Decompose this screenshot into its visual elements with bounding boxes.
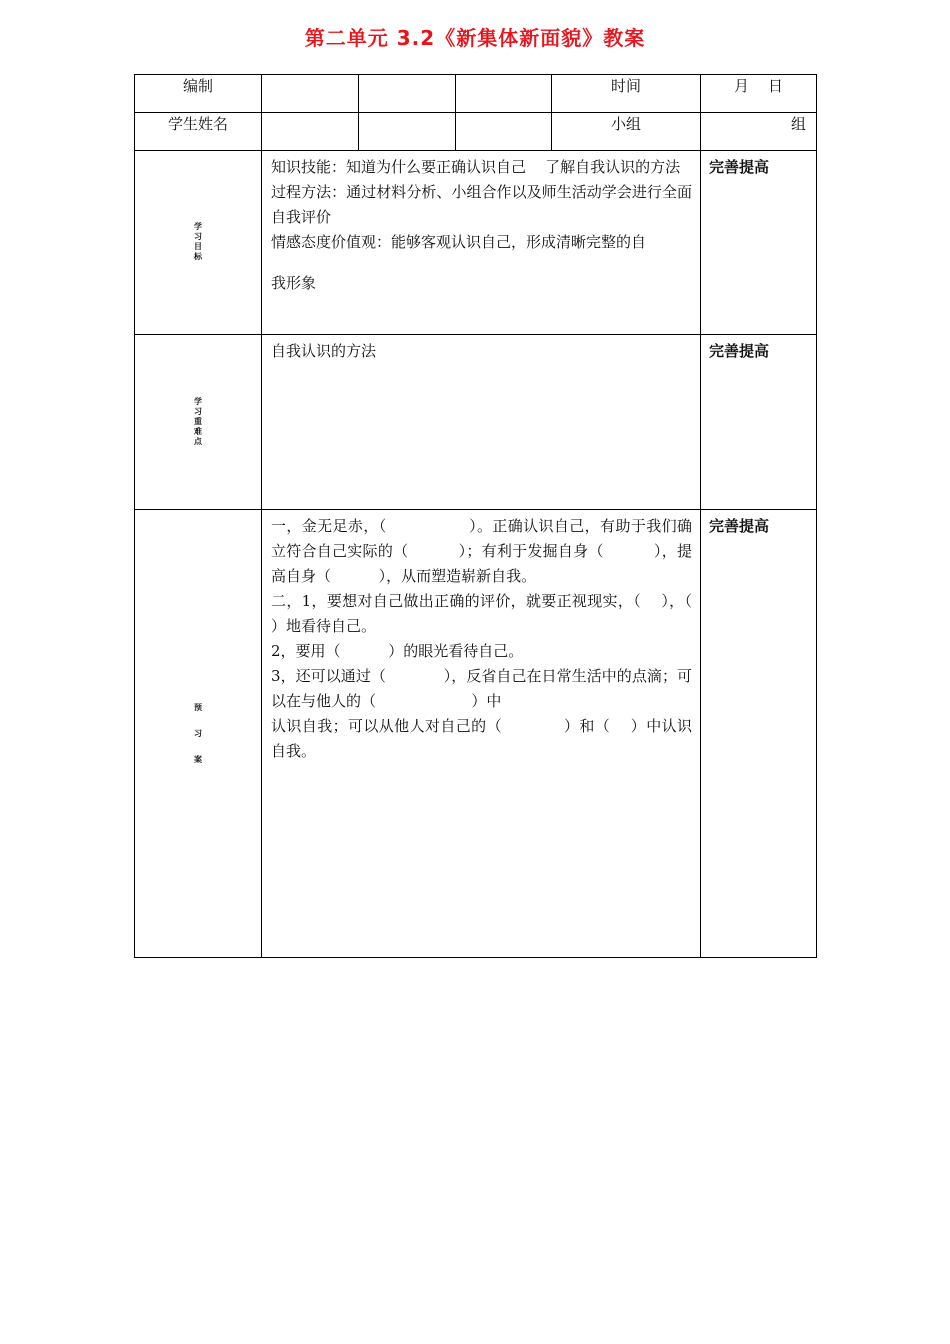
- preview-improve: 完善提高: [701, 510, 817, 958]
- key-points-side-cell: [135, 335, 262, 510]
- key-points-label: 学习重难点: [194, 396, 202, 446]
- group-value: 组: [701, 113, 817, 151]
- goals-row: [135, 151, 817, 335]
- key-points-improve: 完善提高: [701, 335, 817, 510]
- time-label: 时间: [552, 75, 701, 113]
- preview-line: 3，还可以通过（ ），反省自己在日常生活中的点滴；可以在与他人的（ ）中: [271, 667, 692, 710]
- student-name-label: 学生姓名: [135, 113, 262, 151]
- compile-label: 编制: [135, 75, 262, 113]
- goals-line: 过程方法：通过材料分析、小组合作以及师生活动学会进行全面自我评价: [271, 183, 692, 226]
- student-cell-1: [262, 113, 359, 151]
- goals-line: 知识技能：知道为什么要正确认识自己 了解自我认识的方法: [271, 158, 681, 176]
- lesson-plan-table: [134, 74, 817, 958]
- goals-side-cell: [135, 151, 262, 335]
- compile-cell-1: [262, 75, 359, 113]
- student-cell-2: [359, 113, 456, 151]
- key-points-row: [135, 335, 817, 510]
- preview-line: 2，要用（ ）的眼光看待自己。: [271, 642, 524, 660]
- compile-cell-3: [456, 75, 552, 113]
- header-row-student: [135, 113, 817, 151]
- goals-improve: 完善提高: [701, 151, 817, 335]
- goals-line: 情感态度价值观：能够客观认识自己，形成清晰完整的自: [271, 233, 647, 251]
- preview-side-cell: [135, 510, 262, 958]
- goals-line: 我形象: [271, 274, 317, 292]
- student-cell-3: [456, 113, 552, 151]
- goals-label: 学习目标: [194, 222, 202, 261]
- key-points-line: 自我认识的方法: [271, 342, 377, 360]
- date-value: 月 日: [701, 75, 817, 113]
- document-title: 第二单元 3.2《新集体新面貌》教案: [304, 26, 646, 50]
- compile-cell-2: [359, 75, 456, 113]
- preview-line: 一，金无足赤，（ ）。正确认识自己，有助于我们确立符合自己实际的（ ）；有利于发掘自身（ ），提高自身（ ），从而塑造崭新自我。: [271, 517, 692, 585]
- key-points-content: [262, 335, 701, 510]
- preview-line: 认识自我；可以从他人对自己的（ ）和（ ）中认识自我。: [271, 717, 692, 760]
- preview-label: 预习案: [194, 702, 202, 764]
- group-label: 小组: [552, 113, 701, 151]
- goals-content: [262, 151, 701, 335]
- preview-line: 二，1，要想对自己做出正确的评价，就要正视现实，（ ），（ ）地看待自己。: [271, 592, 740, 635]
- preview-row: [135, 510, 817, 958]
- header-row-compile: [135, 75, 817, 113]
